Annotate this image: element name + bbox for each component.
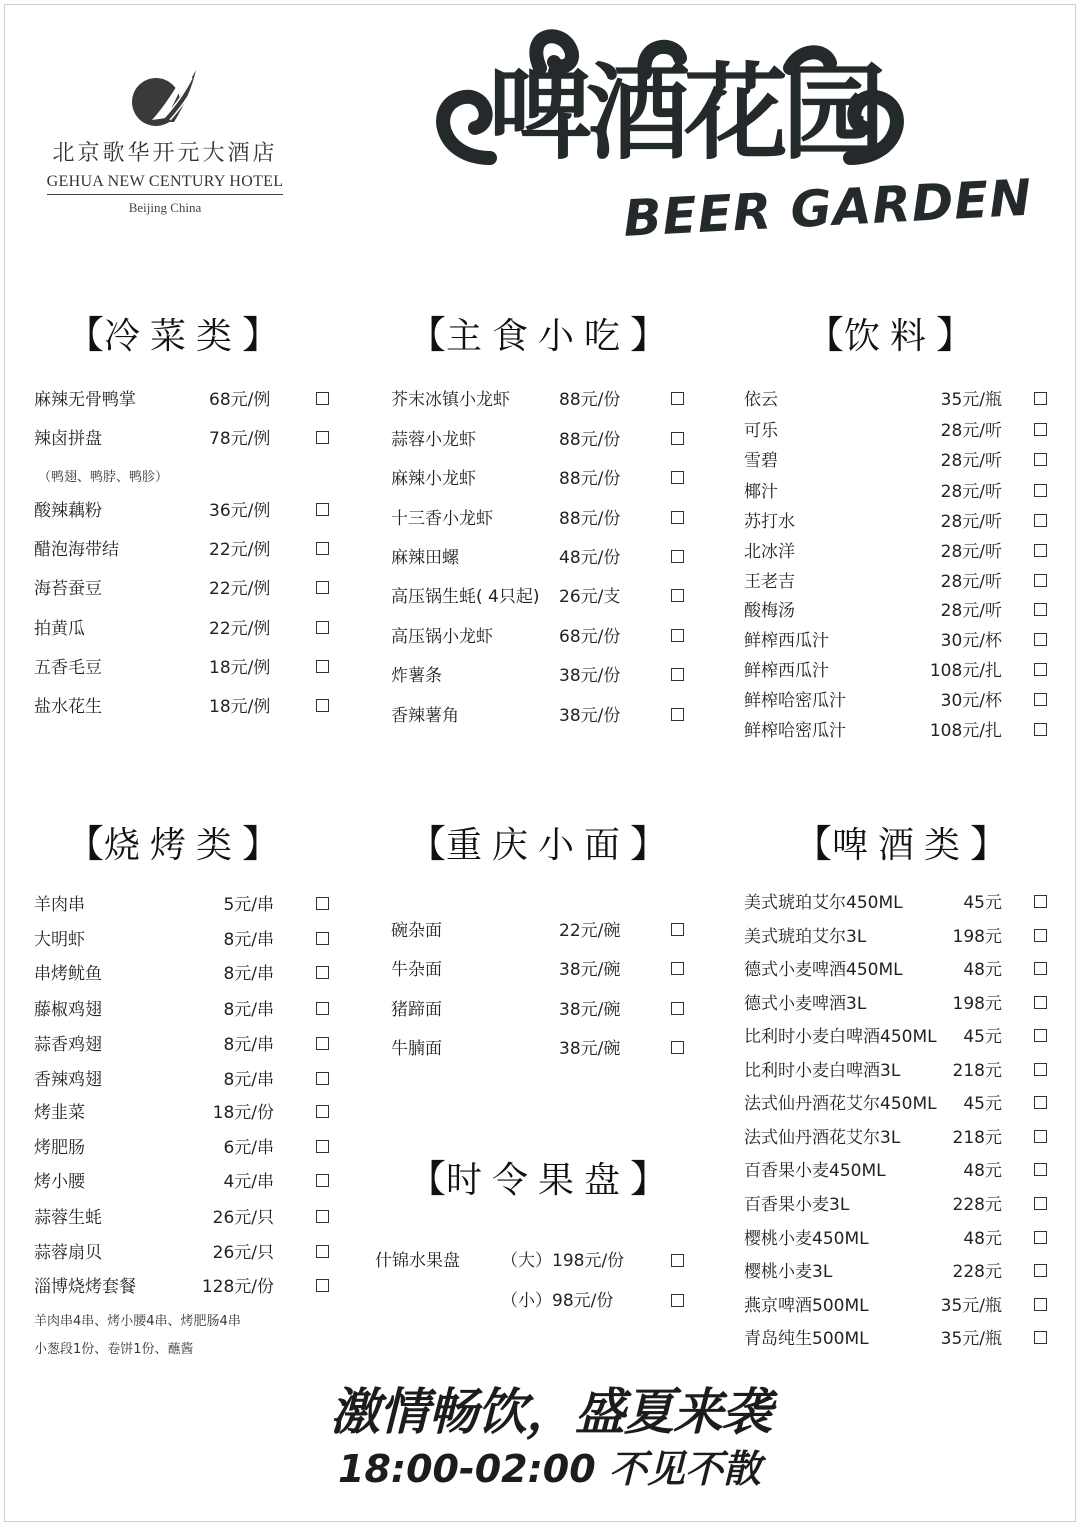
drink-item-row xyxy=(744,689,1050,713)
staple-item-name: 高压锅小龙虾 xyxy=(391,627,493,647)
drink-item-name: 鲜榨西瓜汁 xyxy=(744,631,829,651)
order-checkbox[interactable] xyxy=(671,708,684,721)
cold-dish-price: 78元/例 xyxy=(209,429,271,449)
noodle-item-row xyxy=(391,998,687,1022)
order-checkbox[interactable] xyxy=(316,392,329,405)
staple-item-price: 38元/份 xyxy=(559,706,621,726)
order-checkbox[interactable] xyxy=(316,1002,329,1015)
order-checkbox[interactable] xyxy=(316,1037,329,1050)
drink-item-name: 苏打水 xyxy=(744,512,795,532)
order-checkbox[interactable] xyxy=(1034,514,1047,527)
cold-dish-name: 麻辣无骨鸭掌 xyxy=(34,390,136,410)
bbq-item-price: 6元/串 xyxy=(223,1138,274,1158)
beer-item-name: 美式琥珀艾尔450ML xyxy=(744,893,903,913)
order-checkbox[interactable] xyxy=(316,1140,329,1153)
hotel-name-en: GEHUA NEW CENTURY HOTEL xyxy=(47,173,284,195)
bbq-item-name: 淄博烧烤套餐 xyxy=(34,1277,136,1297)
drink-item-name: 酸梅汤 xyxy=(744,601,795,621)
order-checkbox[interactable] xyxy=(671,923,684,936)
staple-item-price: 88元/份 xyxy=(559,390,621,410)
cold-dish-price: 18元/例 xyxy=(209,658,271,678)
section-heading-beer: 【啤酒类】 xyxy=(794,822,1009,866)
noodle-item-price: 38元/碗 xyxy=(559,1039,621,1059)
staple-item-row xyxy=(391,585,687,609)
order-checkbox[interactable] xyxy=(316,581,329,594)
order-checkbox[interactable] xyxy=(671,550,684,563)
cold-dish-name: 海苔蚕豆 xyxy=(34,579,102,599)
cold-dish-row xyxy=(34,499,332,523)
order-checkbox[interactable] xyxy=(316,1105,329,1118)
hotel-logo xyxy=(40,60,290,216)
beer-item-name: 燕京啤酒500ML xyxy=(744,1296,869,1316)
order-checkbox[interactable] xyxy=(316,542,329,555)
bbq-item-name: 烤肥肠 xyxy=(34,1138,85,1158)
cold-dish-price: 22元/例 xyxy=(209,540,271,560)
order-checkbox[interactable] xyxy=(671,629,684,642)
drink-item-row xyxy=(744,599,1050,623)
cold-dish-row xyxy=(34,656,332,680)
order-checkbox[interactable] xyxy=(671,1041,684,1054)
bbq-item-name: 串烤鱿鱼 xyxy=(34,964,102,984)
section-heading-staple: 【主食小吃】 xyxy=(408,313,669,357)
staple-item-price: 88元/份 xyxy=(559,469,621,489)
staple-item-row xyxy=(391,704,687,728)
noodle-item-row xyxy=(391,919,687,943)
drink-item-name: 雪碧 xyxy=(744,451,778,471)
beer-item-price: 218元 xyxy=(952,1128,1002,1148)
noodle-item-name: 碗杂面 xyxy=(391,921,442,941)
order-checkbox[interactable] xyxy=(316,1279,329,1292)
staple-item-price: 38元/份 xyxy=(559,666,621,686)
cold-dish-row xyxy=(34,617,332,641)
bbq-item-name: 蒜蓉扇贝 xyxy=(34,1243,102,1263)
drink-item-name: 鲜榨哈密瓜汁 xyxy=(744,691,846,711)
bbq-item-row xyxy=(34,1170,332,1194)
order-checkbox[interactable] xyxy=(671,392,684,405)
bbq-item-price: 8元/串 xyxy=(223,1035,274,1055)
bbq-set-note-2: 小葱段1份、卷饼1份、蘸酱 xyxy=(34,1342,194,1357)
cold-dish-row xyxy=(34,577,332,601)
beer-item-name: 百香果小麦3L xyxy=(744,1195,850,1215)
title-en: BEER GARDEN xyxy=(622,168,1034,248)
order-checkbox[interactable] xyxy=(1034,1063,1047,1076)
order-checkbox[interactable] xyxy=(1034,1231,1047,1244)
beer-item-row xyxy=(744,891,1050,915)
beer-item-price: 48元 xyxy=(963,1161,1002,1181)
beer-item-row xyxy=(744,1025,1050,1049)
drink-item-row xyxy=(744,480,1050,504)
order-checkbox[interactable] xyxy=(671,589,684,602)
drink-item-row xyxy=(744,449,1050,473)
bbq-item-price: 26元/只 xyxy=(212,1208,274,1228)
drink-item-price: 28元/听 xyxy=(940,421,1002,441)
staple-item-price: 48元/份 xyxy=(559,548,621,568)
hotel-city: Beijing China xyxy=(128,200,202,215)
staple-item-row xyxy=(391,507,687,531)
order-checkbox[interactable] xyxy=(316,621,329,634)
wing-logo-icon xyxy=(130,60,200,130)
order-checkbox[interactable] xyxy=(671,1294,684,1307)
cold-dish-name: 拍黄瓜 xyxy=(34,619,85,639)
order-checkbox[interactable] xyxy=(671,511,684,524)
bbq-set-note-1: 羊肉串4串、烤小腰4串、烤肥肠4串 xyxy=(34,1314,241,1329)
staple-item-row xyxy=(391,625,687,649)
noodle-item-name: 牛腩面 xyxy=(391,1039,442,1059)
bbq-item-row xyxy=(34,928,332,952)
drink-item-name: 王老吉 xyxy=(744,572,795,592)
staple-item-name: 高压锅生蚝( 4只起) xyxy=(391,587,540,607)
noodle-item-name: 猪蹄面 xyxy=(391,1000,442,1020)
bbq-item-row xyxy=(34,893,332,917)
hotel-name-cn: 北京歌华开元大酒店 xyxy=(52,141,278,166)
beer-item-name: 樱桃小麦3L xyxy=(744,1262,833,1282)
order-checkbox[interactable] xyxy=(316,660,329,673)
bbq-item-name: 大明虾 xyxy=(34,930,85,950)
noodle-item-price: 38元/碗 xyxy=(559,1000,621,1020)
order-checkbox[interactable] xyxy=(1034,453,1047,466)
bbq-item-price: 8元/串 xyxy=(223,964,274,984)
staple-item-row xyxy=(391,388,687,412)
order-checkbox[interactable] xyxy=(1034,1163,1047,1176)
cold-dish-row xyxy=(34,388,332,412)
bbq-item-price: 128元/份 xyxy=(201,1277,274,1297)
cold-dish-name: 五香毛豆 xyxy=(34,658,102,678)
order-checkbox[interactable] xyxy=(671,432,684,445)
beer-item-price: 45元 xyxy=(963,1027,1002,1047)
beer-item-price: 48元 xyxy=(963,960,1002,980)
section-heading-drinks: 【饮料】 xyxy=(806,313,975,357)
order-checkbox[interactable] xyxy=(671,471,684,484)
order-checkbox[interactable] xyxy=(1034,1298,1047,1311)
staple-item-name: 十三香小龙虾 xyxy=(391,509,493,529)
bbq-item-name: 烤韭菜 xyxy=(34,1103,85,1123)
drink-item-price: 28元/听 xyxy=(940,542,1002,562)
bbq-item-price: 8元/串 xyxy=(223,930,274,950)
drink-item-price: 30元/杯 xyxy=(940,691,1002,711)
fruit-platter-name: 什锦水果盘 xyxy=(375,1251,460,1271)
noodle-item-price: 22元/碗 xyxy=(559,921,621,941)
beer-item-row xyxy=(744,1126,1050,1150)
drink-item-row xyxy=(744,419,1050,443)
order-checkbox[interactable] xyxy=(1034,603,1047,616)
bbq-item-row xyxy=(34,1068,332,1092)
order-checkbox[interactable] xyxy=(1034,423,1047,436)
drink-item-name: 北冰洋 xyxy=(744,542,795,562)
beer-item-price: 35元/瓶 xyxy=(940,1329,1002,1349)
drink-item-name: 可乐 xyxy=(744,421,778,441)
order-checkbox[interactable] xyxy=(1034,1331,1047,1344)
beer-item-row xyxy=(744,1193,1050,1217)
bbq-item-row xyxy=(34,1206,332,1230)
drink-item-name: 依云 xyxy=(744,390,778,410)
order-checkbox[interactable] xyxy=(1034,1096,1047,1109)
bbq-item-row xyxy=(34,1275,332,1299)
bbq-item-price: 26元/只 xyxy=(212,1243,274,1263)
staple-item-name: 蒜蓉小龙虾 xyxy=(391,430,476,450)
beer-item-row xyxy=(744,1260,1050,1284)
bbq-item-price: 8元/串 xyxy=(223,1070,274,1090)
order-checkbox[interactable] xyxy=(671,1002,684,1015)
cold-platter-note: （鸭翅、鸭脖、鸭胗） xyxy=(38,470,169,485)
order-checkbox[interactable] xyxy=(1034,693,1047,706)
section-heading-fruit: 【时令果盘】 xyxy=(408,1157,669,1201)
bbq-item-name: 烤小腰 xyxy=(34,1172,85,1192)
staple-item-row xyxy=(391,428,687,452)
bbq-item-row xyxy=(34,998,332,1022)
order-checkbox[interactable] xyxy=(316,1174,329,1187)
order-checkbox[interactable] xyxy=(1034,962,1047,975)
beer-item-row xyxy=(744,1227,1050,1251)
fruit-platter-large-price: （大）198元/份 xyxy=(501,1251,625,1271)
bbq-item-price: 5元/串 xyxy=(223,895,274,915)
staple-item-price: 88元/份 xyxy=(559,509,621,529)
bbq-item-name: 羊肉串 xyxy=(34,895,85,915)
staple-item-row xyxy=(391,546,687,570)
bbq-item-row xyxy=(34,1101,332,1125)
cold-dish-name: 辣卤拼盘 xyxy=(34,429,102,449)
staple-item-name: 麻辣小龙虾 xyxy=(391,469,476,489)
staple-item-name: 炸薯条 xyxy=(391,666,442,686)
drink-item-price: 28元/听 xyxy=(940,512,1002,532)
bbq-item-name: 蒜香鸡翅 xyxy=(34,1035,102,1055)
bbq-item-name: 香辣鸡翅 xyxy=(34,1070,102,1090)
drink-item-row xyxy=(744,659,1050,683)
drink-item-price: 28元/听 xyxy=(940,451,1002,471)
drink-item-name: 鲜榨西瓜汁 xyxy=(744,661,829,681)
staple-item-row xyxy=(391,664,687,688)
beer-item-name: 法式仙丹酒花艾尔3L xyxy=(744,1128,901,1148)
beer-item-price: 218元 xyxy=(952,1061,1002,1081)
cold-dish-price: 18元/例 xyxy=(209,697,271,717)
beer-item-row xyxy=(744,958,1050,982)
beer-item-name: 樱桃小麦450ML xyxy=(744,1229,869,1249)
drink-item-name: 鲜榨哈密瓜汁 xyxy=(744,721,846,741)
staple-item-name: 麻辣田螺 xyxy=(391,548,459,568)
beer-item-row xyxy=(744,1294,1050,1318)
cold-dish-row xyxy=(34,427,332,451)
bbq-item-price: 18元/份 xyxy=(212,1103,274,1123)
staple-item-price: 26元/支 xyxy=(559,587,621,607)
beer-item-row xyxy=(744,1059,1050,1083)
beer-item-row xyxy=(744,1092,1050,1116)
bbq-item-row xyxy=(34,1136,332,1160)
fruit-platter-small-price: （小）98元/份 xyxy=(501,1291,614,1311)
drink-item-price: 108元/扎 xyxy=(929,721,1002,741)
order-checkbox[interactable] xyxy=(1034,1197,1047,1210)
staple-item-name: 芥末冰镇小龙虾 xyxy=(391,390,510,410)
drink-item-price: 28元/听 xyxy=(940,601,1002,621)
drink-item-name: 椰汁 xyxy=(744,482,778,502)
fruit-platter-large-row xyxy=(375,1249,695,1273)
beer-item-name: 德式小麦啤酒3L xyxy=(744,994,867,1014)
noodle-item-row xyxy=(391,1037,687,1061)
order-checkbox[interactable] xyxy=(316,932,329,945)
cold-dish-price: 22元/例 xyxy=(209,619,271,639)
order-checkbox[interactable] xyxy=(1034,929,1047,942)
drink-item-price: 28元/听 xyxy=(940,572,1002,592)
bbq-item-row xyxy=(34,1241,332,1265)
drink-item-row xyxy=(744,629,1050,653)
order-checkbox[interactable] xyxy=(316,431,329,444)
order-checkbox[interactable] xyxy=(671,962,684,975)
order-checkbox[interactable] xyxy=(1034,574,1047,587)
order-checkbox[interactable] xyxy=(316,1245,329,1258)
bbq-item-row xyxy=(34,962,332,986)
order-checkbox[interactable] xyxy=(1034,723,1047,736)
beer-item-price: 48元 xyxy=(963,1229,1002,1249)
beer-item-price: 45元 xyxy=(963,1094,1002,1114)
staple-item-price: 68元/份 xyxy=(559,627,621,647)
beer-item-price: 198元 xyxy=(952,994,1002,1014)
drink-item-price: 30元/杯 xyxy=(940,631,1002,651)
staple-item-price: 88元/份 xyxy=(559,430,621,450)
drink-item-row xyxy=(744,570,1050,594)
order-checkbox[interactable] xyxy=(1034,996,1047,1009)
fruit-platter-small-row xyxy=(375,1289,695,1313)
drink-item-price: 28元/听 xyxy=(940,482,1002,502)
cold-dish-price: 36元/例 xyxy=(209,501,271,521)
order-checkbox[interactable] xyxy=(1034,544,1047,557)
beer-item-name: 德式小麦啤酒450ML xyxy=(744,960,903,980)
order-checkbox[interactable] xyxy=(1034,392,1047,405)
order-checkbox[interactable] xyxy=(316,966,329,979)
noodle-item-row xyxy=(391,958,687,982)
order-checkbox[interactable] xyxy=(1034,1029,1047,1042)
beer-item-name: 比利时小麦白啤酒450ML xyxy=(744,1027,937,1047)
noodle-item-name: 牛杂面 xyxy=(391,960,442,980)
beer-item-price: 228元 xyxy=(952,1195,1002,1215)
order-checkbox[interactable] xyxy=(1034,1130,1047,1143)
drink-item-row xyxy=(744,510,1050,534)
beer-item-row xyxy=(744,1327,1050,1351)
beer-item-name: 百香果小麦450ML xyxy=(744,1161,886,1181)
cold-dish-row xyxy=(34,538,332,562)
beer-item-price: 198元 xyxy=(952,927,1002,947)
opening-hours: 18:00-02:00 不见不散 xyxy=(338,1447,761,1491)
order-checkbox[interactable] xyxy=(671,668,684,681)
order-checkbox[interactable] xyxy=(1034,484,1047,497)
cold-dish-price: 22元/例 xyxy=(209,579,271,599)
slogan: 激情畅饮，盛夏来袭 xyxy=(330,1383,771,1441)
order-checkbox[interactable] xyxy=(1034,663,1047,676)
bbq-item-row xyxy=(34,1033,332,1057)
bbq-item-price: 4元/串 xyxy=(223,1172,274,1192)
beer-item-row xyxy=(744,925,1050,949)
bbq-item-price: 8元/串 xyxy=(223,1000,274,1020)
drink-item-row xyxy=(744,719,1050,743)
beer-item-price: 45元 xyxy=(963,893,1002,913)
order-checkbox[interactable] xyxy=(316,503,329,516)
beer-item-name: 青岛纯生500ML xyxy=(744,1329,869,1349)
drink-item-row xyxy=(744,540,1050,564)
section-heading-bbq: 【烧烤类】 xyxy=(66,822,281,866)
drink-item-price: 108元/扎 xyxy=(929,661,1002,681)
cold-dish-name: 酸辣藕粉 xyxy=(34,501,102,521)
title-cn: 啤酒花园 xyxy=(488,52,881,174)
drink-item-price: 35元/瓶 xyxy=(940,390,1002,410)
noodle-item-price: 38元/碗 xyxy=(559,960,621,980)
order-checkbox[interactable] xyxy=(316,1210,329,1223)
order-checkbox[interactable] xyxy=(1034,633,1047,646)
beer-item-price: 228元 xyxy=(952,1262,1002,1282)
drink-item-row xyxy=(744,388,1050,412)
title-cn-block xyxy=(430,28,910,188)
order-checkbox[interactable] xyxy=(1034,1264,1047,1277)
beer-item-row xyxy=(744,1159,1050,1183)
cold-dish-name: 盐水花生 xyxy=(34,697,102,717)
bbq-item-name: 藤椒鸡翅 xyxy=(34,1000,102,1020)
order-checkbox[interactable] xyxy=(316,897,329,910)
order-checkbox[interactable] xyxy=(316,1072,329,1085)
bbq-item-name: 蒜蓉生蚝 xyxy=(34,1208,102,1228)
beer-item-name: 法式仙丹酒花艾尔450ML xyxy=(744,1094,937,1114)
beer-item-row xyxy=(744,992,1050,1016)
beer-item-name: 美式琥珀艾尔3L xyxy=(744,927,867,947)
beer-item-price: 35元/瓶 xyxy=(940,1296,1002,1316)
staple-item-row xyxy=(391,467,687,491)
staple-item-name: 香辣薯角 xyxy=(391,706,459,726)
section-heading-cold: 【冷菜类】 xyxy=(66,313,281,357)
section-heading-noodles: 【重庆小面】 xyxy=(408,822,669,866)
cold-dish-name: 醋泡海带结 xyxy=(34,540,119,560)
order-checkbox[interactable] xyxy=(671,1254,684,1267)
cold-dish-price: 68元/例 xyxy=(209,390,271,410)
order-checkbox[interactable] xyxy=(316,699,329,712)
cold-dish-row xyxy=(34,695,332,719)
order-checkbox[interactable] xyxy=(1034,895,1047,908)
beer-item-name: 比利时小麦白啤酒3L xyxy=(744,1061,901,1081)
